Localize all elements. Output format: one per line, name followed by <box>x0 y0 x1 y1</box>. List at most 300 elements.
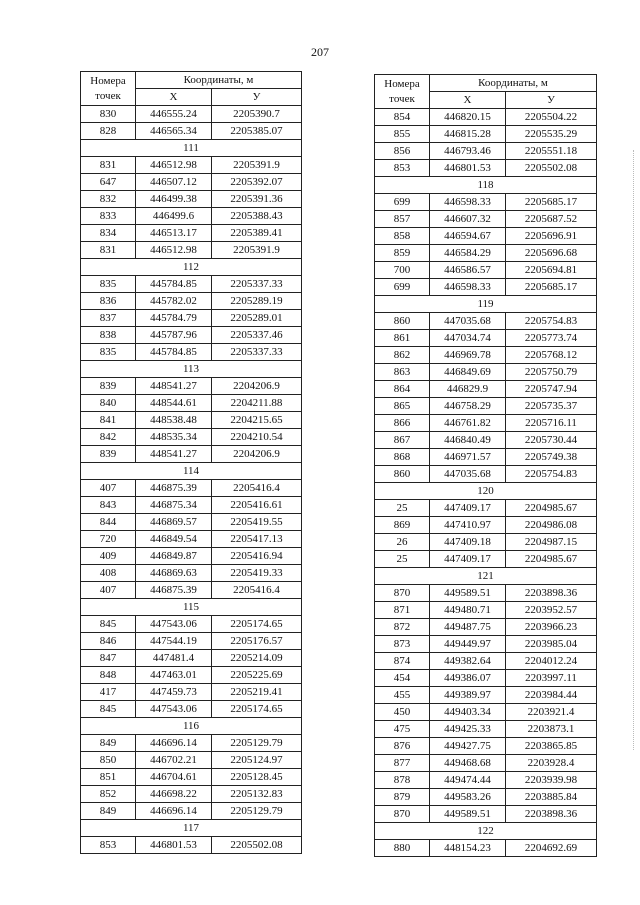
point-number: 828 <box>81 123 136 140</box>
table-row <box>375 432 597 449</box>
coord-y: 2205219.41 <box>212 684 302 701</box>
point-number: 845 <box>81 616 136 633</box>
coord-x: 446704.61 <box>136 769 212 786</box>
table-row <box>375 211 597 228</box>
coord-x: 449487.75 <box>430 619 506 636</box>
coord-y: 2203873.1 <box>506 721 597 738</box>
coord-x: 446758.29 <box>430 398 506 415</box>
table-row <box>375 789 597 806</box>
point-number: 874 <box>375 653 430 670</box>
point-number: 877 <box>375 755 430 772</box>
coord-x: 446875.34 <box>136 497 212 514</box>
table-row <box>81 650 302 667</box>
coord-x: 447481.4 <box>136 650 212 667</box>
group-label: 120 <box>375 483 597 500</box>
coord-x: 447463.01 <box>136 667 212 684</box>
coord-y: 2205388.43 <box>212 208 302 225</box>
coord-x: 449480.71 <box>430 602 506 619</box>
coord-x: 447409.17 <box>430 500 506 517</box>
point-number: 831 <box>81 242 136 259</box>
coord-x: 446499.6 <box>136 208 212 225</box>
point-number: 850 <box>81 752 136 769</box>
table-row <box>81 701 302 718</box>
point-number: 842 <box>81 429 136 446</box>
table-row <box>375 466 597 483</box>
coord-x: 446969.78 <box>430 347 506 364</box>
table-row <box>375 279 597 296</box>
coord-y: 2205716.11 <box>506 415 597 432</box>
coord-y: 2205768.12 <box>506 347 597 364</box>
point-number: 699 <box>375 279 430 296</box>
coord-y: 2204985.67 <box>506 500 597 517</box>
point-number: 408 <box>81 565 136 582</box>
point-number: 857 <box>375 211 430 228</box>
coord-x: 446702.21 <box>136 752 212 769</box>
coord-y: 2205749.38 <box>506 449 597 466</box>
point-number: 841 <box>81 412 136 429</box>
coord-y: 2205128.45 <box>212 769 302 786</box>
table-row <box>375 738 597 755</box>
coord-x: 446607.32 <box>430 211 506 228</box>
coord-y: 2205685.17 <box>506 194 597 211</box>
coord-x: 448154.23 <box>430 840 506 857</box>
coord-x: 449382.64 <box>430 653 506 670</box>
point-number: 860 <box>375 313 430 330</box>
table-row <box>375 619 597 636</box>
coord-x: 449589.51 <box>430 806 506 823</box>
table-row <box>81 174 302 191</box>
point-number: 849 <box>81 803 136 820</box>
coord-y: 2205754.83 <box>506 313 597 330</box>
coord-y: 2205750.79 <box>506 364 597 381</box>
coord-x: 447035.68 <box>430 313 506 330</box>
table-body-right <box>375 109 597 857</box>
group-row <box>375 568 597 585</box>
point-number: 869 <box>375 517 430 534</box>
coord-x: 446875.39 <box>136 480 212 497</box>
point-number: 871 <box>375 602 430 619</box>
point-number: 862 <box>375 347 430 364</box>
coord-y: 2205417.13 <box>212 531 302 548</box>
group-row <box>81 140 302 157</box>
point-number: 878 <box>375 772 430 789</box>
point-number: 867 <box>375 432 430 449</box>
coord-x: 446849.69 <box>430 364 506 381</box>
group-label: 114 <box>81 463 302 480</box>
table-row <box>375 806 597 823</box>
coord-x: 446875.39 <box>136 582 212 599</box>
table-row <box>375 160 597 177</box>
point-number: 853 <box>375 160 430 177</box>
table-row <box>375 364 597 381</box>
coord-x: 446696.14 <box>136 735 212 752</box>
point-number: 848 <box>81 667 136 684</box>
coord-x: 449403.34 <box>430 704 506 721</box>
point-number: 700 <box>375 262 430 279</box>
point-number: 835 <box>81 344 136 361</box>
coord-x: 445784.85 <box>136 276 212 293</box>
coord-y: 2204215.65 <box>212 412 302 429</box>
coord-y: 2205687.52 <box>506 211 597 228</box>
point-number: 846 <box>81 633 136 650</box>
coord-x: 449427.75 <box>430 738 506 755</box>
point-number: 849 <box>81 735 136 752</box>
coord-y: 2203997.11 <box>506 670 597 687</box>
coord-y: 2205391.36 <box>212 191 302 208</box>
coord-y: 2205754.83 <box>506 466 597 483</box>
coord-y: 2204987.15 <box>506 534 597 551</box>
group-label: 113 <box>81 361 302 378</box>
coord-y: 2203966.23 <box>506 619 597 636</box>
table-row <box>375 602 597 619</box>
coord-y: 2205176.57 <box>212 633 302 650</box>
coord-y: 2205551.18 <box>506 143 597 160</box>
coord-y: 2205225.69 <box>212 667 302 684</box>
coord-x: 446849.87 <box>136 548 212 565</box>
table-row <box>81 769 302 786</box>
table-row <box>375 534 597 551</box>
table-row <box>375 636 597 653</box>
coord-x: 446801.53 <box>136 837 212 854</box>
point-number: 831 <box>81 157 136 174</box>
coord-y: 2205129.79 <box>212 735 302 752</box>
coord-y: 2203952.57 <box>506 602 597 619</box>
coord-x: 447544.19 <box>136 633 212 650</box>
coord-x: 446829.9 <box>430 381 506 398</box>
group-row <box>81 463 302 480</box>
point-number: 475 <box>375 721 430 738</box>
point-number: 880 <box>375 840 430 857</box>
table-row <box>375 143 597 160</box>
coord-y: 2205416.61 <box>212 497 302 514</box>
coord-x: 446698.22 <box>136 786 212 803</box>
table-row <box>81 582 302 599</box>
table-row <box>375 245 597 262</box>
point-number: 872 <box>375 619 430 636</box>
point-number: 25 <box>375 500 430 517</box>
point-number: 417 <box>81 684 136 701</box>
coord-y: 2205391.9 <box>212 242 302 259</box>
table-row <box>375 840 597 857</box>
coord-y: 2205390.7 <box>212 106 302 123</box>
coord-y: 2204986.08 <box>506 517 597 534</box>
coord-x: 446507.12 <box>136 174 212 191</box>
point-number: 865 <box>375 398 430 415</box>
table-row <box>81 157 302 174</box>
coord-y: 2205385.07 <box>212 123 302 140</box>
table-row <box>81 344 302 361</box>
coord-x: 447459.73 <box>136 684 212 701</box>
table-row <box>375 194 597 211</box>
coord-y: 2205132.83 <box>212 786 302 803</box>
group-row <box>81 599 302 616</box>
coord-y: 2203921.4 <box>506 704 597 721</box>
coord-x: 449589.51 <box>430 585 506 602</box>
table-row <box>375 313 597 330</box>
coord-y: 2205129.79 <box>212 803 302 820</box>
scan-edge-artifact <box>632 150 634 750</box>
group-row <box>375 823 597 840</box>
table-row <box>375 330 597 347</box>
point-number: 863 <box>375 364 430 381</box>
coord-x: 446565.34 <box>136 123 212 140</box>
table-row <box>375 721 597 738</box>
table-row <box>375 687 597 704</box>
coordinates-table-right <box>374 74 597 857</box>
header-point-numbers: Номера точек <box>81 72 136 106</box>
table-row <box>375 126 597 143</box>
coord-y: 2205416.4 <box>212 582 302 599</box>
coord-y: 2205174.65 <box>212 616 302 633</box>
coord-y: 2204985.67 <box>506 551 597 568</box>
table-row <box>81 395 302 412</box>
coord-y: 2205337.33 <box>212 344 302 361</box>
table-row <box>375 109 597 126</box>
coord-x: 446815.28 <box>430 126 506 143</box>
coord-x: 446513.17 <box>136 225 212 242</box>
header-y: У <box>212 89 302 106</box>
coord-x: 446512.98 <box>136 157 212 174</box>
coord-y: 2204692.69 <box>506 840 597 857</box>
point-number: 454 <box>375 670 430 687</box>
table-row <box>375 755 597 772</box>
table-row <box>81 531 302 548</box>
point-number: 835 <box>81 276 136 293</box>
table-row <box>375 347 597 364</box>
coord-x: 446793.46 <box>430 143 506 160</box>
group-row <box>81 820 302 837</box>
point-number: 870 <box>375 585 430 602</box>
coord-y: 2205504.22 <box>506 109 597 126</box>
table-row <box>81 310 302 327</box>
point-number: 720 <box>81 531 136 548</box>
point-number: 836 <box>81 293 136 310</box>
header-point-numbers: Номера точек <box>375 75 430 109</box>
coord-x: 449386.07 <box>430 670 506 687</box>
coord-y: 2205289.19 <box>212 293 302 310</box>
point-number: 864 <box>375 381 430 398</box>
coord-y: 2205694.81 <box>506 262 597 279</box>
coord-x: 446499.38 <box>136 191 212 208</box>
point-number: 866 <box>375 415 430 432</box>
group-label: 116 <box>81 718 302 735</box>
coord-x: 447543.06 <box>136 616 212 633</box>
point-number: 845 <box>81 701 136 718</box>
point-number: 873 <box>375 636 430 653</box>
point-number: 407 <box>81 582 136 599</box>
point-number: 647 <box>81 174 136 191</box>
coord-x: 446598.33 <box>430 194 506 211</box>
coordinates-table-left <box>80 71 302 854</box>
table-row <box>81 412 302 429</box>
point-number: 832 <box>81 191 136 208</box>
coord-x: 449389.97 <box>430 687 506 704</box>
table-row <box>81 429 302 446</box>
point-number: 25 <box>375 551 430 568</box>
point-number: 879 <box>375 789 430 806</box>
coord-x: 449449.97 <box>430 636 506 653</box>
table-row <box>81 565 302 582</box>
coord-y: 2205735.37 <box>506 398 597 415</box>
header-y: У <box>506 92 597 109</box>
point-number: 852 <box>81 786 136 803</box>
point-number: 847 <box>81 650 136 667</box>
coord-x: 449468.68 <box>430 755 506 772</box>
coord-x: 448541.27 <box>136 378 212 395</box>
point-number: 455 <box>375 687 430 704</box>
coord-y: 2205214.09 <box>212 650 302 667</box>
table-row <box>81 106 302 123</box>
table-row <box>81 208 302 225</box>
coord-y: 2205289.01 <box>212 310 302 327</box>
point-number: 853 <box>81 837 136 854</box>
point-number: 851 <box>81 769 136 786</box>
coord-y: 2204210.54 <box>212 429 302 446</box>
point-number: 855 <box>375 126 430 143</box>
table-row <box>81 786 302 803</box>
group-label: 115 <box>81 599 302 616</box>
point-number: 858 <box>375 228 430 245</box>
coord-y: 2205419.55 <box>212 514 302 531</box>
coord-x: 446801.53 <box>430 160 506 177</box>
coord-y: 2205391.9 <box>212 157 302 174</box>
coord-y: 2205124.97 <box>212 752 302 769</box>
table-row <box>81 191 302 208</box>
table-row <box>375 704 597 721</box>
table-row <box>81 327 302 344</box>
table-row <box>375 653 597 670</box>
coord-x: 446869.57 <box>136 514 212 531</box>
coord-x: 446696.14 <box>136 803 212 820</box>
coord-x: 446555.24 <box>136 106 212 123</box>
coord-y: 2204211.88 <box>212 395 302 412</box>
point-number: 856 <box>375 143 430 160</box>
coord-y: 2203885.84 <box>506 789 597 806</box>
coord-x: 448535.34 <box>136 429 212 446</box>
table-row <box>81 735 302 752</box>
point-number: 859 <box>375 245 430 262</box>
coord-y: 2205502.08 <box>212 837 302 854</box>
table-row <box>81 497 302 514</box>
coord-x: 445784.79 <box>136 310 212 327</box>
coord-y: 2205502.08 <box>506 160 597 177</box>
coord-y: 2203865.85 <box>506 738 597 755</box>
coord-y: 2205416.4 <box>212 480 302 497</box>
table-row <box>81 803 302 820</box>
point-number: 839 <box>81 378 136 395</box>
coord-y: 2205389.41 <box>212 225 302 242</box>
coord-y: 2205685.17 <box>506 279 597 296</box>
header-coordinates: Координаты, м <box>136 72 302 89</box>
coord-y: 2203898.36 <box>506 585 597 602</box>
table-row <box>375 228 597 245</box>
table-row <box>81 225 302 242</box>
group-row <box>81 259 302 276</box>
point-number: 868 <box>375 449 430 466</box>
group-row <box>375 296 597 313</box>
group-label: 112 <box>81 259 302 276</box>
coord-y: 2205337.46 <box>212 327 302 344</box>
coord-y: 2203928.4 <box>506 755 597 772</box>
group-label: 117 <box>81 820 302 837</box>
table-row <box>375 415 597 432</box>
group-row <box>375 177 597 194</box>
group-row <box>375 483 597 500</box>
header-coordinates: Координаты, м <box>430 75 597 92</box>
coord-x: 446849.54 <box>136 531 212 548</box>
coord-x: 448541.27 <box>136 446 212 463</box>
coord-x: 448544.61 <box>136 395 212 412</box>
header-x: X <box>430 92 506 109</box>
table-row <box>81 616 302 633</box>
table-row <box>81 446 302 463</box>
group-label: 118 <box>375 177 597 194</box>
table-row <box>81 242 302 259</box>
coord-x: 445784.85 <box>136 344 212 361</box>
point-number: 876 <box>375 738 430 755</box>
coord-x: 447409.18 <box>430 534 506 551</box>
table-row <box>375 670 597 687</box>
table-row <box>81 667 302 684</box>
coord-y: 2205773.74 <box>506 330 597 347</box>
coord-x: 445787.96 <box>136 327 212 344</box>
coord-x: 449425.33 <box>430 721 506 738</box>
page-number: 207 <box>311 45 329 59</box>
coord-y: 2205416.94 <box>212 548 302 565</box>
coord-x: 446586.57 <box>430 262 506 279</box>
table-row <box>375 449 597 466</box>
table-row <box>81 752 302 769</box>
group-label: 111 <box>81 140 302 157</box>
coord-x: 446840.49 <box>430 432 506 449</box>
point-number: 699 <box>375 194 430 211</box>
coord-y: 2205696.91 <box>506 228 597 245</box>
point-number: 407 <box>81 480 136 497</box>
table-row <box>81 276 302 293</box>
table-row <box>81 293 302 310</box>
coord-x: 449474.44 <box>430 772 506 789</box>
coord-y: 2203984.44 <box>506 687 597 704</box>
point-number: 837 <box>81 310 136 327</box>
coord-x: 446512.98 <box>136 242 212 259</box>
coord-x: 447410.97 <box>430 517 506 534</box>
point-number: 840 <box>81 395 136 412</box>
coord-x: 447543.06 <box>136 701 212 718</box>
coord-x: 446584.29 <box>430 245 506 262</box>
group-label: 121 <box>375 568 597 585</box>
point-number: 860 <box>375 466 430 483</box>
coord-y: 2203939.98 <box>506 772 597 789</box>
coord-y: 2203898.36 <box>506 806 597 823</box>
coord-x: 446971.57 <box>430 449 506 466</box>
coord-y: 2204206.9 <box>212 446 302 463</box>
coord-x: 446598.33 <box>430 279 506 296</box>
table-row <box>375 398 597 415</box>
coord-y: 2204206.9 <box>212 378 302 395</box>
point-number: 833 <box>81 208 136 225</box>
group-label: 122 <box>375 823 597 840</box>
table-row <box>375 517 597 534</box>
coord-y: 2204012.24 <box>506 653 597 670</box>
coord-x: 446820.15 <box>430 109 506 126</box>
table-row <box>375 381 597 398</box>
group-label: 119 <box>375 296 597 313</box>
table-row <box>375 262 597 279</box>
table-row <box>81 684 302 701</box>
table-row <box>375 585 597 602</box>
point-number: 854 <box>375 109 430 126</box>
point-number: 870 <box>375 806 430 823</box>
